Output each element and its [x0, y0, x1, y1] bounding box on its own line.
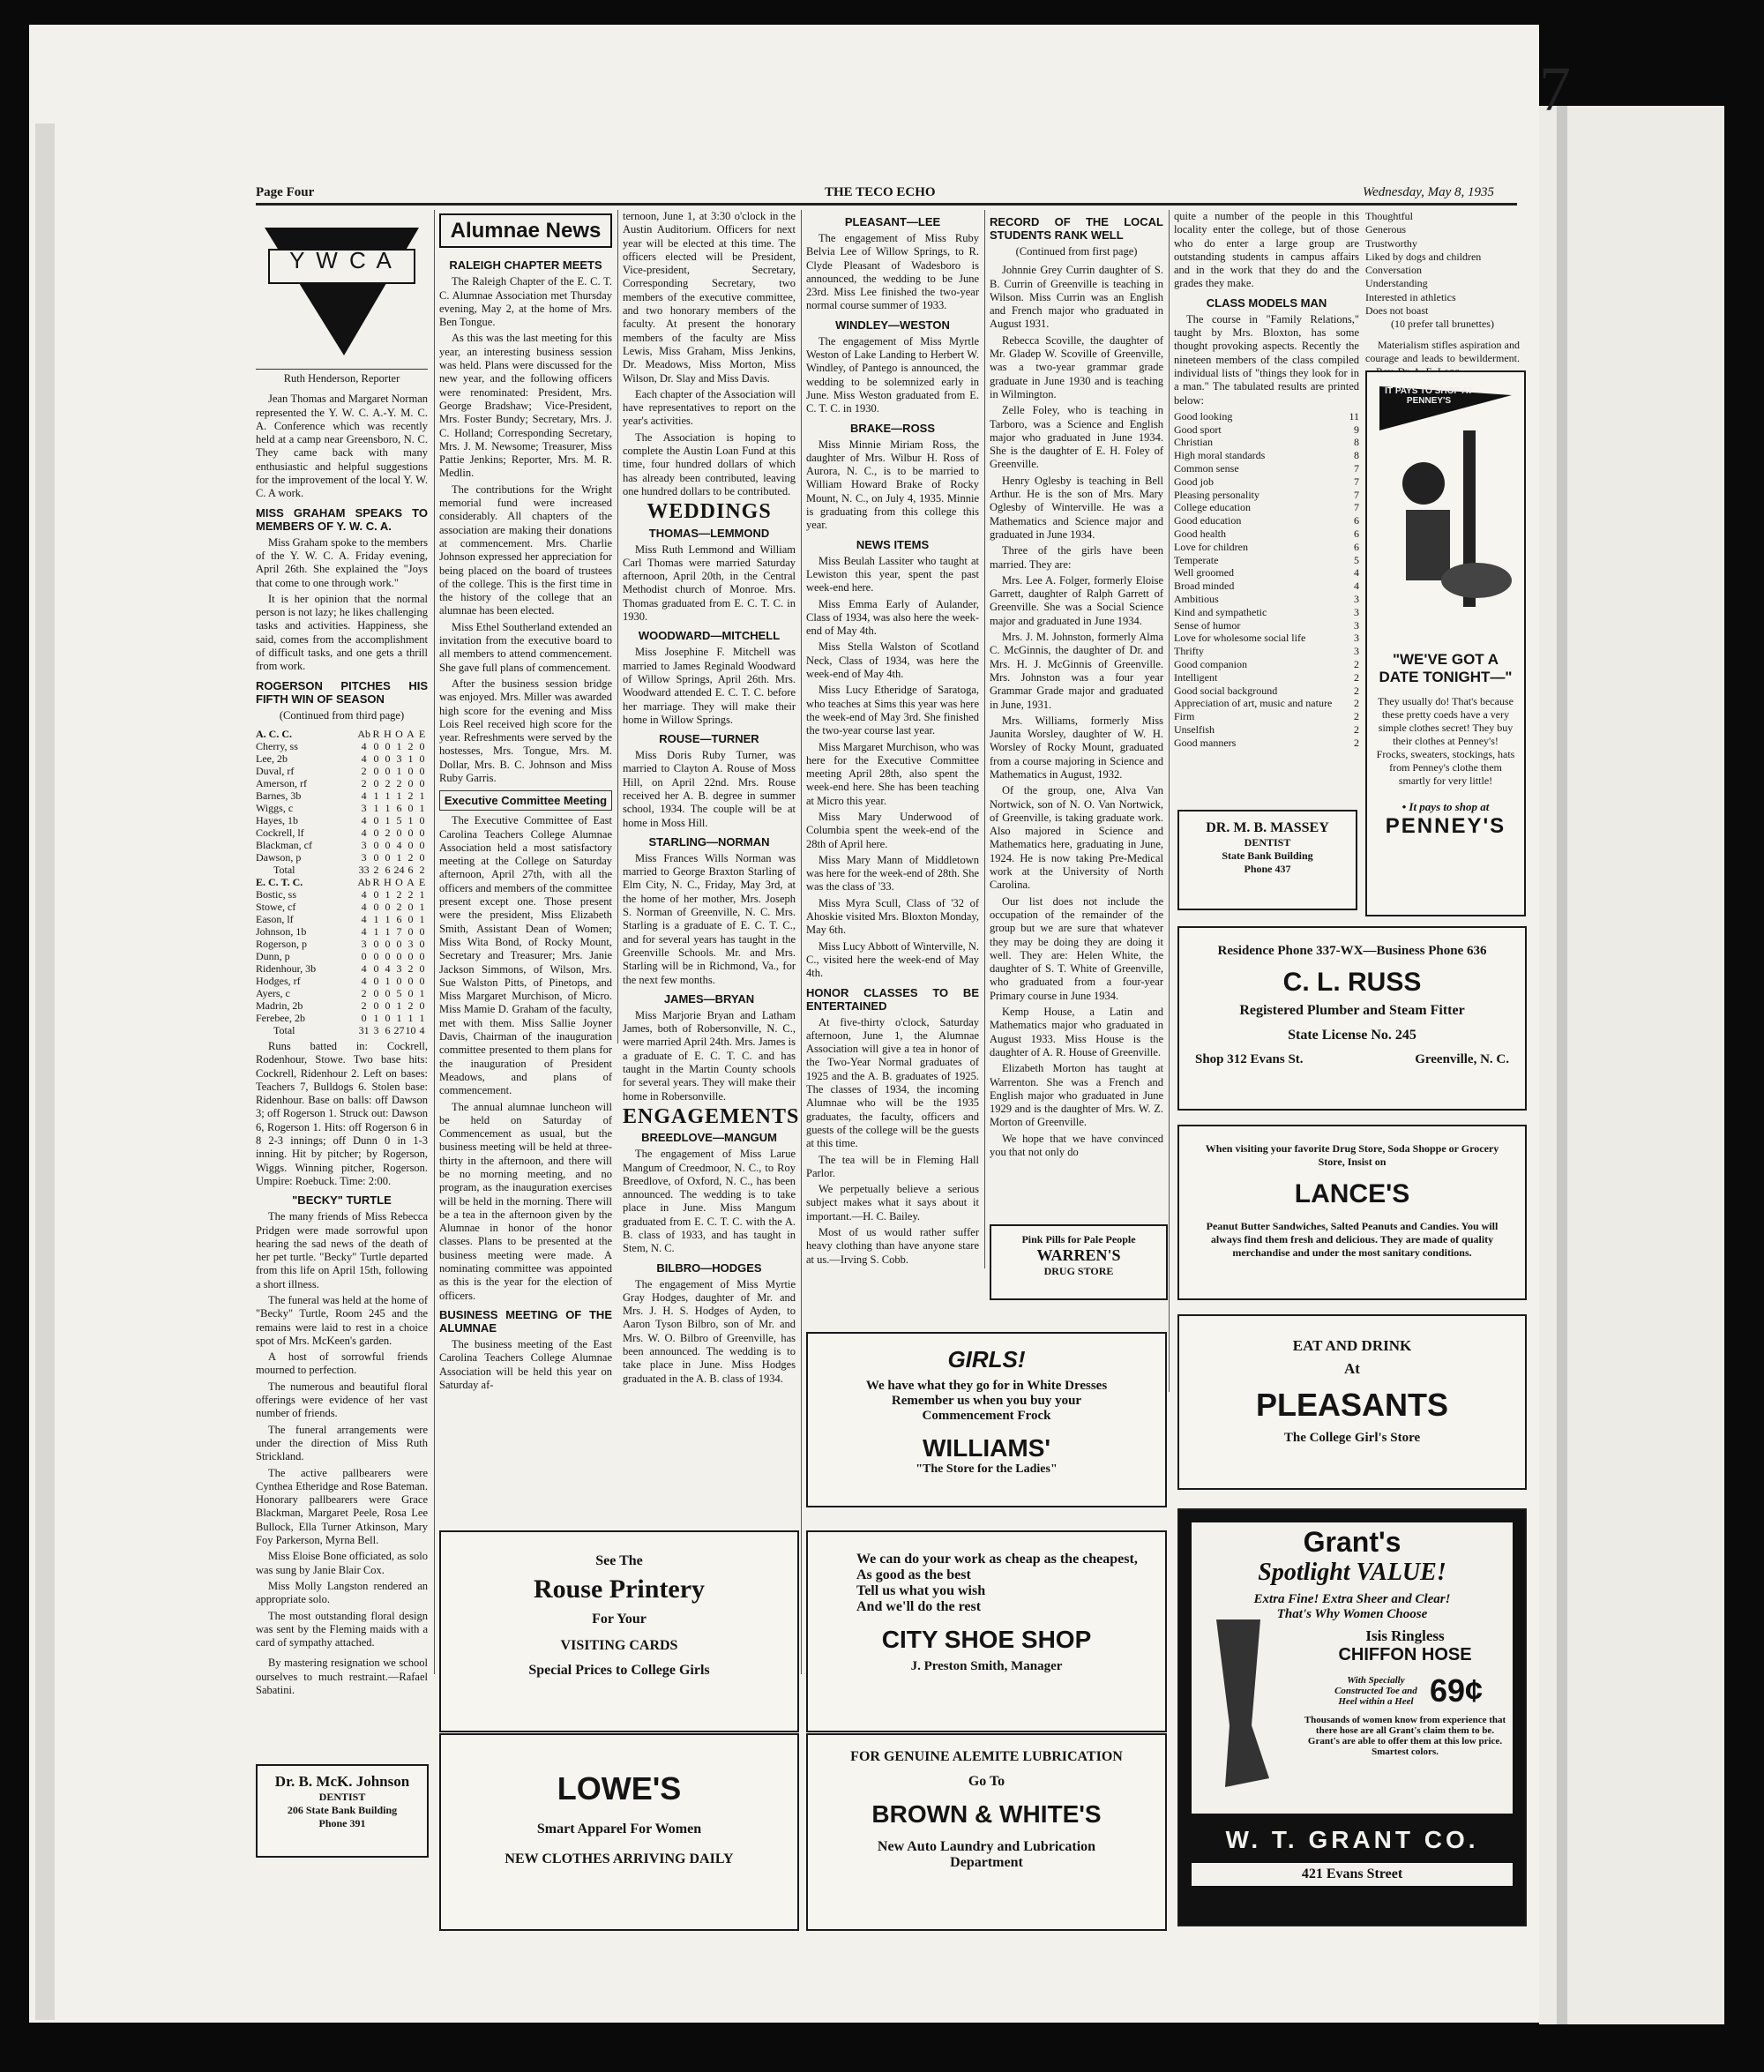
- ad-name: BROWN & WHITE'S: [871, 1800, 1102, 1828]
- ad-line: And we'll do the rest: [856, 1599, 982, 1614]
- penneys-illustration-icon: [1371, 378, 1521, 642]
- headline: WOODWARD—MITCHELL: [638, 629, 781, 643]
- headline: "BECKY" TURTLE: [292, 1193, 392, 1208]
- paragraph: The engagement of Miss Larue Mangum of Creedmoor, N. C., to Roy Breedlove, of Oxford, N. C., has been announced. The wedding is to take place in June. Miss Mangum graduated from E. C. T. C. with the A. B. class of 1933, and has taught in Stem, N. C.: [623, 1148, 796, 1255]
- headline: NEWS ITEMS: [856, 537, 930, 551]
- paragraph: The tea will be in Fleming Hall Parlor.: [806, 1153, 979, 1179]
- headline: PLEASANT—LEE: [844, 215, 941, 228]
- table-row: Intelligent 2: [1174, 670, 1359, 684]
- paragraph: Miss Minnie Miriam Ross, the daughter of Mrs. Wilbur H. Ross of Aurora, N. C., is to be married to William Howard Brake of Rocky Mount, N. C., on July 4, 1935. Minnie is graduating from this college this year.: [806, 438, 979, 532]
- paragraph: We hope that we have convinced you that not only do: [990, 1132, 1163, 1158]
- table-row: Good health 6: [1174, 527, 1359, 541]
- box-score-acc: [256, 728, 428, 876]
- ad-line: Smart Apparel For Women: [536, 1821, 702, 1836]
- ad-line: Phone 391: [318, 1817, 366, 1829]
- column-6: [1174, 210, 1359, 810]
- ad-line: CHIFFON HOSE: [1338, 1645, 1472, 1664]
- paragraph: Miss Ethel Southerland extended an invitation from the executive board to all members to attend commencement. She gave full plans of commencement.: [439, 620, 612, 674]
- ad-warrens: [990, 1224, 1168, 1300]
- list-item: Generous: [1365, 223, 1406, 236]
- ad-tag: • It pays to shop at: [1401, 800, 1490, 813]
- paragraph: ternoon, June 1, at 3:30 o'clock in the Austin Auditorium. Officers for next year will be elected at this time. The officers elected will be President, Vice-president, Secretary, Corresponding Secretary, two members of the executive committee, and two honorary members of the faculty. At present the honorary members of the faculty are Miss Lewis, Miss Graham, Miss Jenkins, Dr. Meadows, Miss Morton, Miss Wilson, Dr. Slay and Miss Davis.: [623, 210, 796, 385]
- table-row: Ayers, c 2 0 0 5 0 1: [256, 986, 425, 999]
- headline: RECORD OF THE LOCAL STUDENTS RANK WELL: [990, 215, 1163, 242]
- headline: BREEDLOVE—MANGUM: [641, 1131, 777, 1145]
- table-row: High moral standards 8: [1174, 449, 1359, 462]
- paragraph: Of the group, one, Alva Van Nortwick, son of N. O. Van Nortwick, of Greenville, is taking graduate work. Also majored in Science and Mathematics here, graduating in June, 1924. He is now taking Pre-Medical work at the University of North Carolina.: [990, 784, 1163, 892]
- table-row: Pleasing personality 7: [1174, 488, 1359, 501]
- paragraph: Zelle Foley, who is teaching in Tarboro, was a Science and English major who graduated in June 1934. She is the daughter of E. H. Foley of Greenville.: [990, 404, 1163, 471]
- table-row: Hodges, rf 4 0 1 0 0 0: [256, 974, 425, 987]
- ad-line: 421 Evans Street: [1192, 1863, 1513, 1886]
- paragraph: Mrs. Lee A. Folger, formerly Eloise Garrett, daughter of Ralph Garrett of Greenville. She was a Social Science major and graduated in June 1934.: [990, 573, 1163, 627]
- ad-name: W. T. GRANT CO.: [1225, 1826, 1479, 1853]
- paragraph: Mrs. J. M. Johnston, formerly Alma C. McGinnis, the daughter of Dr. and Mrs. H. J. McGinnis of Greenville. Mrs. Johnston was a four year Grammar Grade major and graduated in June, 1931.: [990, 631, 1163, 711]
- column-5: [990, 210, 1163, 1207]
- paragraph: The engagement of Miss Myrtle Weston of Lake Landing to Herbert W. Windley, of Pantego is announced, the wedding to be solemnized early in June. Miss Weston graduated from E. C. T. C. in 1930.: [806, 334, 979, 415]
- masthead: THE TECO ECHO: [825, 185, 936, 199]
- ywca-triangle-icon: [256, 210, 428, 360]
- ad-johnson: [256, 1764, 429, 1858]
- ad-rouse-printery: [439, 1530, 799, 1732]
- ad-name: PLEASANTS: [1255, 1387, 1449, 1423]
- table-row: Duval, rf 2 0 0 1 0 0: [256, 764, 425, 777]
- table-row: Good manners 2: [1174, 736, 1359, 749]
- paragraph: Jean Thomas and Margaret Norman represented the Y. W. C. A.-Y. M. C. A. Conference which was recently held at a camp near Greensboro, N. C. They came back with many enthusiastic and helpful suggestions for the improvement of the local Y. W. C. A work.: [256, 393, 428, 500]
- issue-date: Wednesday, May 8, 1935: [1363, 185, 1495, 199]
- ad-name: DR. M. B. MASSEY: [1206, 820, 1329, 835]
- paragraph: The most outstanding floral design was sent by the Fleming maids with a card of sympathy attached.: [256, 1609, 428, 1649]
- ad-line: "The Store for the Ladies": [916, 1462, 1058, 1476]
- ad-line: NEW CLOTHES ARRIVING DAILY: [505, 1851, 734, 1866]
- headline: ROUSE—TURNER: [659, 732, 759, 746]
- table-row: Temperate 5: [1174, 553, 1359, 566]
- ad-line: New Auto Laundry and Lubrication: [877, 1839, 1096, 1854]
- table-row: Rogerson, p 3 0 0 0 3 0: [256, 937, 425, 950]
- table-row: Johnson, 1b 4 1 1 7 0 0: [256, 924, 425, 938]
- ad-line: Pink Pills for Pale People: [1021, 1233, 1136, 1245]
- ad-line: With Specially Constructed Toe and Heel within a Heel: [1334, 1675, 1417, 1707]
- paragraph: Miss Lucy Abbott of Winterville, N. C., visited here the week-end of May 4th.: [806, 939, 979, 980]
- scan-mark: 7: [1539, 54, 1571, 124]
- list-item: Trustworthy: [1365, 236, 1417, 250]
- table-row: Thrifty 3: [1174, 645, 1359, 658]
- grant-copy: [1297, 1627, 1513, 1757]
- ad-line: EAT AND DRINK: [1292, 1337, 1412, 1354]
- ad-name: C. L. RUSS: [1282, 968, 1422, 997]
- headline: JAMES—BRYAN: [663, 991, 755, 1006]
- quote: By mastering resignation we school ourselves to much restraint.—Rafael Sabatini.: [256, 1657, 428, 1696]
- paragraph: Rebecca Scoville, the daughter of Mr. Gladep W. Scoville of Greenville, was a two-year grammar grade graduate in June 1930 and is teaching in Wilmington.: [990, 333, 1163, 400]
- headline: BUSINESS MEETING OF THE ALUMNAE: [439, 1307, 612, 1335]
- ywca-logo-text: Y W C A: [289, 247, 394, 273]
- stocking-leg-icon: [1199, 1619, 1296, 1796]
- table-row: Barnes, 3b 4 1 1 1 2 1: [256, 789, 425, 802]
- table-row: Blackman, cf 3 0 0 4 0 0: [256, 838, 425, 851]
- column-rule: [1169, 210, 1170, 1392]
- table-row: College education 7: [1174, 501, 1359, 514]
- paragraph: Miss Frances Wills Norman was married to George Braxton Starling of Elm City, N. C., Friday, May 3rd, at the home of her mother, Mrs. Joseph S. Norman of Greenville, N. C. Mrs. Starling is a graduate of E. C. T. C., and for several years has taught in the Greenville Schools. Mr. and Mrs. Starling will be in Richmond, Va., for the next few months.: [623, 851, 796, 986]
- paragraph: Our list does not include the occupation of the remainder of the group but we are sure that whatever they may be doing they are doing it well. They are: Helen White, the daughter of S. T. White of Greenville, who graduated from a four-year Primary course in June 1934.: [990, 894, 1163, 1002]
- note: (10 prefer tall brunettes): [1391, 318, 1494, 331]
- paragraph: Miss Ruth Lemmond and William Carl Thomas were married Saturday afternoon, April 20th, in the Central Methodist church of Monroe. Mrs. Thomas graduated from E. C. T. C. in 1930.: [623, 542, 796, 624]
- paragraph: As this was the last meeting for this year, an interesting business session was held. Plans were discussed for the new year, and the following officers were renominated: President, Mrs. George Bradshaw; Vice-President, Mrs. Foster Bundy; Secretary, Mrs. J. C. Holland; Corresponding Secretary, Mrs. J. M. Newsome; Treasurer, Miss Pattie Jenkins; Reporter, Mrs. M. R. Medlin.: [439, 332, 612, 480]
- paragraph: The active pallbearers were Cynthea Etheridge and Rose Bateman. Honorary pallbearers were Grace Blackman, Margaret Peele, Rosa Lee Bullock, Ella Turner Atkinson, Mary Foy Parkerson, Myrna Bell.: [256, 1466, 428, 1547]
- table-row: Love for children 6: [1174, 540, 1359, 553]
- ad-line: DRUG STORE: [1043, 1265, 1114, 1277]
- table-row: Cherry, ss 4 0 0 1 2 0: [256, 739, 425, 752]
- ad-line: Registered Plumber and Steam Fitter: [1239, 1003, 1465, 1018]
- column-rule: [801, 210, 802, 1674]
- paragraph: Miss Beulah Lassiter who taught at Lewiston this year, spent the past week-end here.: [806, 554, 979, 595]
- table-row: Well groomed 4: [1174, 566, 1359, 580]
- ad-name: WILLIAMS': [922, 1434, 1051, 1462]
- list-item: Liked by dogs and children: [1365, 250, 1482, 263]
- ad-line: Commencement Frock: [922, 1409, 1051, 1423]
- ad-body: They usually do! That's because these pretty coeds have a very simple clothes secret! They buy their clothes at Penney's! Frocks, sweaters, stockings, hats from Penney's clothe them smartly for very little!: [1376, 695, 1515, 787]
- paragraph: The engagement of Miss Myrtie Gray Hodges, daughter of Mr. and Mrs. J. H. S. Hodges of Ayden, to Aaron Tyson Bilbro, son of Mr. and Mrs. W. O. Bilbro of Greenville, has been announced. The wedding is to take place in June. Miss Hodges graduated in the A. B. class of 1934.: [623, 1277, 796, 1385]
- headline: ROGERSON PITCHES HIS FIFTH WIN OF SEASON: [256, 678, 428, 706]
- list-item: Understanding: [1365, 277, 1428, 290]
- ad-line: Go To: [968, 1774, 1005, 1789]
- paragraph: quite a number of the people in this locality enter the college, but of those who do enter a large group are outstanding students in campus affairs and in the work that they do and the grades they make.: [1174, 210, 1359, 290]
- table-row: Christian 8: [1174, 436, 1359, 449]
- ad-headline: "WE'VE GOT A DATE TONIGHT—": [1379, 651, 1513, 685]
- table-row: Total 31 3 6 27 10 4: [273, 1023, 425, 1036]
- paragraph: The many friends of Miss Rebecca Pridgen were made sorrowful upon hearing the sad news of the death of her pet turtle. "Becky" Turtle departed from this life on April 15th, following a short illness.: [256, 1210, 428, 1290]
- section-heading: ENGAGEMENTS: [623, 1104, 800, 1128]
- paragraph: The numerous and beautiful floral offerings were evidence of her vast number of friends.: [256, 1380, 428, 1420]
- ad-address-row: [1195, 1052, 1509, 1067]
- ad-body: Thousands of women know from experience that there hose are all Grant's claim them to be. Grant's are able to offer them at this low price. Smartest colors.: [1304, 1715, 1506, 1757]
- ad-line: 206 State Bank Building: [287, 1804, 398, 1816]
- table-row: Good social background 2: [1174, 684, 1359, 697]
- ad-name: Dr. B. McK. Johnson: [274, 1773, 410, 1790]
- table-header: A. C. C. Ab R H O A E: [256, 727, 426, 740]
- ad-massey: [1177, 810, 1357, 910]
- ad-name: Rouse Printery: [533, 1575, 706, 1604]
- paragraph: Miss Lucy Etheridge of Saratoga, who teaches at Sims this year was here the week-end of May 3rd. She finished the two-year course last year.: [806, 684, 979, 737]
- paragraph: The funeral arrangements were under the direction of Miss Ruth Strickland.: [256, 1423, 428, 1463]
- page-number: Page Four: [256, 185, 315, 199]
- table-row: Bostic, ss 4 0 1 2 2 1: [256, 887, 425, 901]
- paragraph: The course in "Family Relations," taught by Mrs. Bloxton, has some thought provoking aspects. Recently the nineteen members of the class compiled individual lists of "things they look for in a man." The tabulated results are printed below:: [1174, 312, 1359, 407]
- table-row: Amerson, rf 2 0 2 2 0 0: [256, 776, 425, 789]
- list-item: Thoughtful: [1365, 210, 1413, 222]
- ad-line: VISITING CARDS: [560, 1638, 678, 1653]
- paragraph: Miss Stella Walston of Scotland Neck, Class of 1934, was here the week-end of May 4th.: [806, 640, 979, 681]
- paragraph: Miss Myra Scull, Class of '32 of Ahoskie visited Mrs. Bloxton Monday, May 6th.: [806, 896, 979, 937]
- paragraph: Miss Marjorie Bryan and Latham James, both of Robersonville, N. C., were married April 24th. Mrs. James is a graduate of E. C. T. C. and has taught in the Martin County schools for several years. They will make their home in Robersonville.: [623, 1008, 796, 1103]
- paragraph: We perpetually believe a serious subject makes what it says about it important.—H. C. Bailey.: [806, 1183, 979, 1223]
- ad-line: J. Preston Smith, Manager: [910, 1659, 1063, 1673]
- quote: Materialism stifles aspiration and courage and leads to bewilderment.: [1365, 338, 1520, 364]
- paragraph: It is her opinion that the normal person is not lazy; he likes challenging tasks and activities. Happiness, she said, comes from the accomplishment of difficult tasks, and one gets a thrill from work.: [256, 592, 428, 673]
- ad-penneys: [1365, 370, 1526, 916]
- headline: WINDLEY—WESTON: [835, 318, 950, 332]
- ad-line: FOR GENUINE ALEMITE LUBRICATION: [850, 1749, 1123, 1764]
- ad-line: Department: [950, 1855, 1023, 1870]
- ad-williams: [806, 1332, 1167, 1507]
- headline: HONOR CLASSES TO BE ENTERTAINED: [806, 985, 979, 1013]
- paragraph: Most of us would rather suffer heavy clothing than have anyone stare at us.—Irving S. Cobb.: [806, 1226, 979, 1266]
- byline: Ruth Henderson, Reporter: [256, 369, 428, 385]
- column-3: [623, 210, 800, 1385]
- paragraph: Miss Mary Mann of Middletown was here for the week-end of 28th. She was the class of '33.: [806, 853, 979, 894]
- paragraph: Miss Graham spoke to the members of the Y. W. C. A. Friday evening, April 26th. She explained the "Joys that come to one through work.": [256, 535, 428, 589]
- paragraph: Henry Oglesby is teaching in Bell Arthur. He is the son of Mrs. Mary Oglesby of Winterville. He was a Mathematics and Science major and graduated in June 1934.: [990, 474, 1163, 541]
- table-row: Good job 7: [1174, 475, 1359, 488]
- paragraph: The contributions for the Wright memorial fund were increased considerably. All chapters of the association are making their donations at commencement. Mrs. Charlie Johnson expressed her appreciation for being placed on the board of trustees of the college. This is the first time in the history of the college that an alumnae has been elected.: [439, 482, 612, 617]
- ad-line: State License No. 245: [1288, 1028, 1416, 1043]
- paragraph: Elizabeth Morton has taught at Warrenton. She was a French and English major who graduated in June 1929 and is the daughter of Mrs. W. Z. Morton of Greenville.: [990, 1062, 1163, 1129]
- column-rule: [434, 210, 435, 1674]
- table-row: Good companion 2: [1174, 658, 1359, 670]
- ad-name: LOWE'S: [557, 1770, 682, 1806]
- list-item: Conversation: [1365, 264, 1422, 277]
- paragraph: After the business session bridge was enjoyed. Mrs. Miller was awarded high score for the evening and Miss Lois Reel received high score for the year. Refreshments were served by the hostesses, Mrs. Tongue, Mrs. M. Dollar, Mrs. B. C. Johnson and Miss Ruby Garris.: [439, 677, 612, 784]
- ad-line: At: [1344, 1360, 1360, 1377]
- column-7: [1365, 210, 1520, 364]
- table-row: Good education 6: [1174, 514, 1359, 527]
- paragraph: Mrs. Williams, formerly Miss Jaunita Worsley, daughter of W. H. Worsley of Rocky Mount, graduated from a course majoring in Science and Mathematics in August, 1932.: [990, 714, 1163, 781]
- ad-city-shoe-shop: [806, 1530, 1167, 1732]
- ad-line: We have what they go for in White Dresses: [865, 1379, 1108, 1393]
- ad-lances: [1177, 1125, 1527, 1300]
- ad-grant: [1177, 1508, 1527, 1926]
- paragraph: Miss Molly Langston rendered an appropriate solo.: [256, 1579, 428, 1606]
- table-row: Broad minded 4: [1174, 580, 1359, 593]
- ad-russ: [1177, 926, 1527, 1111]
- headline: RALEIGH CHAPTER MEETS: [449, 258, 602, 273]
- continued-note: (Continued from first page): [1015, 245, 1138, 258]
- paragraph: Kemp House, a Latin and Mathematics major who graduated in August 1933. Miss House is the daughter of A. R. House of Greenville.: [990, 1006, 1163, 1058]
- column-rule: [617, 210, 618, 1043]
- box-score-ectc: [256, 876, 428, 1036]
- table-row: Ridenhour, 3b 4 0 4 3 2 0: [256, 961, 425, 975]
- paragraph: The Raleigh Chapter of the E. C. T. C. Alumnae Association met Thursday evening, May 2, at the home of Mrs. Ben Tongue.: [439, 275, 612, 329]
- table-row: Total 33 2 6 24 6 2: [273, 863, 425, 876]
- table-row: Ambitious 3: [1174, 593, 1359, 606]
- paragraph: Miss Eloise Bone officiated, as solo was sung by Janie Blair Cox.: [256, 1550, 428, 1576]
- binding-gutter: [35, 123, 55, 2020]
- grant-panel: [1192, 1522, 1513, 1814]
- column-1: [256, 210, 428, 1842]
- table-row: Dunn, p 0 0 0 0 0 0: [256, 949, 425, 962]
- ad-name: WARREN'S: [1036, 1246, 1121, 1264]
- column-4: [806, 210, 979, 1313]
- headline: THOMAS—LEMMOND: [648, 526, 770, 540]
- table-row: Unselfish 2: [1174, 722, 1359, 736]
- headline: BILBRO—HODGES: [656, 1260, 762, 1275]
- ad-line: Tell us what you wish: [856, 1583, 986, 1598]
- paragraph: The business meeting of the East Carolina Teachers College Alumnae Association will be held this year on Saturday af-: [439, 1337, 612, 1391]
- table-row: Cockrell, lf 4 0 2 0 0 0: [256, 826, 425, 839]
- headline: STARLING—NORMAN: [648, 834, 770, 849]
- ad-line: For Your: [592, 1612, 647, 1627]
- paragraph: At five-thirty o'clock, Saturday afternoon, June 1, the Alumnae Association will give a tea in honor of the Two-Year Normal graduates of 1925 and the A. B. graduates of 1925. The classes of 1934, the incoming Alumnae who will be the 1935 graduates, the faculty, officers and guests of the college will be the guests at this time.: [806, 1015, 979, 1150]
- ad-headline: Grant's: [1303, 1526, 1401, 1558]
- paragraph: Three of the girls have been married. They are:: [990, 544, 1163, 571]
- ad-line: See The: [595, 1553, 643, 1568]
- list-item: Does not boast: [1365, 304, 1429, 318]
- paragraph: The engagement of Miss Ruby Belvia Lee of Willow Springs, to R. Clyde Pleasant of Wadesboro is announced, the wedding to be June 23rd. Miss Lee finished the two-year normal course summer of 1933.: [806, 232, 979, 312]
- paragraph: Miss Emma Early of Aulander, Class of 1934, was also here the week-end of May 4th.: [806, 597, 979, 638]
- paragraph: Miss Doris Ruby Turner, was married to Clayton A. Rouse of Moss Hill, on April 22nd. Mrs. Rouse received her A. B. degree in summer school, 1934. The couple will be at home in Moss Hill.: [623, 749, 796, 829]
- ad-name: CITY SHOE SHOP: [881, 1626, 1092, 1653]
- paragraph: Miss Josephine F. Mitchell was married to James Reginald Woodward of Willow Springs, April 26th. Mrs. Woodward attended E. C. T. C. before her marriage. They will make their home in Willow Springs.: [623, 646, 796, 726]
- ad-line: When visiting your favorite Drug Store, Soda Shoppe or Grocery Store, Insist on: [1205, 1142, 1499, 1168]
- ad-headline: Spotlight VALUE!: [1258, 1559, 1446, 1586]
- table-header: E. C. T. C. Ab R H O A E: [256, 875, 426, 888]
- ad-line: Extra Fine! Extra Sheer and Clear!: [1253, 1592, 1451, 1606]
- ad-line: The College Girl's Store: [1283, 1431, 1421, 1445]
- column-rule: [984, 210, 985, 1268]
- pennant-text: IT PAYS TO SHOP AT PENNEY'S: [1385, 386, 1473, 406]
- ad-line: State Bank Building: [1222, 849, 1313, 862]
- table-row: Good sport 9: [1174, 423, 1359, 436]
- header-rule: [256, 203, 1517, 206]
- qualities-table: [1174, 410, 1359, 750]
- ad-lines: [856, 1552, 1165, 1615]
- ad-name: LANCE'S: [1294, 1179, 1410, 1208]
- table-row: Common sense 7: [1174, 462, 1359, 475]
- table-row: Appreciation of art, music and nature 2: [1174, 697, 1359, 710]
- ad-line: That's Why Women Choose: [1276, 1607, 1428, 1621]
- ad-line: Special Prices to College Girls: [528, 1663, 710, 1678]
- ad-line: Greenville, N. C.: [1415, 1052, 1509, 1066]
- price-row: [1297, 1672, 1513, 1709]
- table-row: Stowe, cf 4 0 0 2 0 1: [256, 900, 425, 913]
- headline: MISS GRAHAM SPEAKS TO MEMBERS OF Y. W. C. A.: [256, 505, 428, 533]
- page-fold-shadow: [1557, 106, 1567, 2024]
- paragraph: A host of sorrowful friends mourned to perfection.: [256, 1350, 428, 1377]
- paragraph: Miss Margaret Murchison, who was here for the Executive Committee meeting April 28th, also spent the week-end here. She has been teaching at Micro this year.: [806, 740, 979, 807]
- ad-logo: PENNEY'S: [1385, 814, 1506, 838]
- table-row: Lee, 2b 4 0 0 3 1 0: [256, 752, 425, 765]
- paragraph: The annual alumnae luncheon will be held on Saturday of Commencement as usual, but the business meeting will be held at three-thirty in the afternoon, and there will be no morning meeting, and no program, as the inauguration exercises will be held in the morning. There will be a tea in the afternoon given by the Alumnae in honor of the honor classes. Plans to be presented at the business meeting were made. A nominating committee was appointed as this is the year for the election of officers.: [439, 1100, 612, 1302]
- table-row: Madrin, 2b 2 0 0 1 2 0: [256, 999, 425, 1012]
- paragraph: Miss Mary Underwood of Columbia spent the week-end of the 28th of April here.: [806, 810, 979, 850]
- table-row: Wiggs, c 3 1 1 6 0 1: [256, 801, 425, 814]
- paragraph: The Association is hoping to complete the Austin Loan Fund at this time, four hundred dollars of which has already been contributed, leaving one hundred dollars to be contributed.: [623, 430, 796, 497]
- ad-line: We can do your work as cheap as the cheapest,: [856, 1552, 1138, 1567]
- paragraph: The Executive Committee of East Carolina Teachers College Alumnae Association held a most satisfactory meeting at the College on Saturday afternoon, April 27th, with all the officers and members of the committee present except one. Those present were the president, Miss Elizabeth Smith, Assistant Dean of Women; Miss Wita Bond, of Rocky Mount, Secretary and Treasurer; Mrs. Janie Jackson Simmons, of Wilson, Mrs. Sue Walston Pitts, of Pinetops, and Miss Margaret Murchison, of Micro. Miss Mamie D. Graham of the faculty, met with them. Miss Sallie Joyner Davis, Chairman of the inauguration committee presented to them plans for the inauguration of President Meadows, and plans of commencement.: [439, 814, 612, 1097]
- paragraph: Johnnie Grey Currin daughter of S. B. Currin of Greenville is teaching in Wilson. Miss Currin was an English and French major who graduated in August 1931.: [990, 264, 1163, 331]
- table-row: Kind and sympathetic 3: [1174, 605, 1359, 618]
- ad-line: As good as the best: [856, 1567, 971, 1582]
- paragraph: Each chapter of the Association will have representatives to report on the year's activities.: [623, 387, 796, 428]
- ad-pleasants: [1177, 1314, 1527, 1490]
- paragraph: The funeral was held at the home of "Becky" Turtle, Room 245 and the remains were laid to rest in a choice spot of Mrs. McKeen's garden.: [256, 1293, 428, 1347]
- table-row: Ferebee, 2b 0 1 0 1 1 1: [256, 1011, 425, 1024]
- ad-line: Shop 312 Evans St.: [1195, 1052, 1304, 1066]
- paragraph: Runs batted in: Cockrell, Rodenhour, Stowe. Two base hits: Cockrell, Ridenhour 2. Left on bases: Teachers 7, Bulldogs 6. Stolen base: Ridenhour. Base on balls: off Dawson 3; off Rogerson 1. Struck out: Dawson 6, Rogerson 1. Hits: off Rogerson 6 in 8 2-3 innings; off Dunn 0 in 1-3 inning. Hit by pitcher; by Rogerson, Wiggs. Winning pitcher, Rogerson. Umpire: Roebuck. Time: 2:00.: [256, 1039, 428, 1187]
- table-row: Hayes, 1b 4 0 1 5 1 0: [256, 813, 425, 827]
- ad-line: Isis Ringless: [1365, 1627, 1445, 1644]
- section-heading: WEDDINGS: [647, 500, 772, 524]
- ad-line: Residence Phone 337-WX—Business Phone 636: [1217, 944, 1487, 958]
- table-row: Love for wholesome social life 3: [1174, 632, 1359, 645]
- table-row: Firm 2: [1174, 710, 1359, 723]
- price: 69¢: [1429, 1672, 1484, 1709]
- section-title: Alumnae News: [439, 213, 612, 248]
- table-row: Dawson, p 3 0 0 1 2 0: [256, 850, 425, 864]
- ad-brown-white: [806, 1733, 1167, 1931]
- table-row: Good looking 11: [1174, 409, 1359, 423]
- ad-lowes: [439, 1733, 799, 1931]
- ywca-logo: [256, 210, 428, 369]
- ad-line: DENTIST: [1244, 836, 1291, 849]
- headline: Executive Committee Meeting: [439, 790, 612, 811]
- ad-headline: GIRLS!: [947, 1346, 1026, 1373]
- continued-note: (Continued from third page): [279, 708, 405, 722]
- ad-line: DENTIST: [318, 1791, 366, 1803]
- table-row: Sense of humor 3: [1174, 618, 1359, 632]
- column-2: [439, 210, 612, 1391]
- ad-body: Peanut Butter Sandwiches, Salted Peanuts and Candies. You will always find them fresh and delicious. They are made of quality merchandise and under the most sanitary conditions.: [1206, 1220, 1499, 1259]
- ad-line: Remember us when you buy your: [891, 1394, 1082, 1408]
- table-row: Eason, lf 4 1 1 6 0 1: [256, 912, 425, 925]
- list-item: Interested in athletics: [1365, 290, 1456, 303]
- headline: BRAKE—ROSS: [849, 421, 936, 435]
- ad-line: Phone 437: [1244, 863, 1291, 875]
- headline: CLASS MODELS MAN: [1206, 295, 1327, 310]
